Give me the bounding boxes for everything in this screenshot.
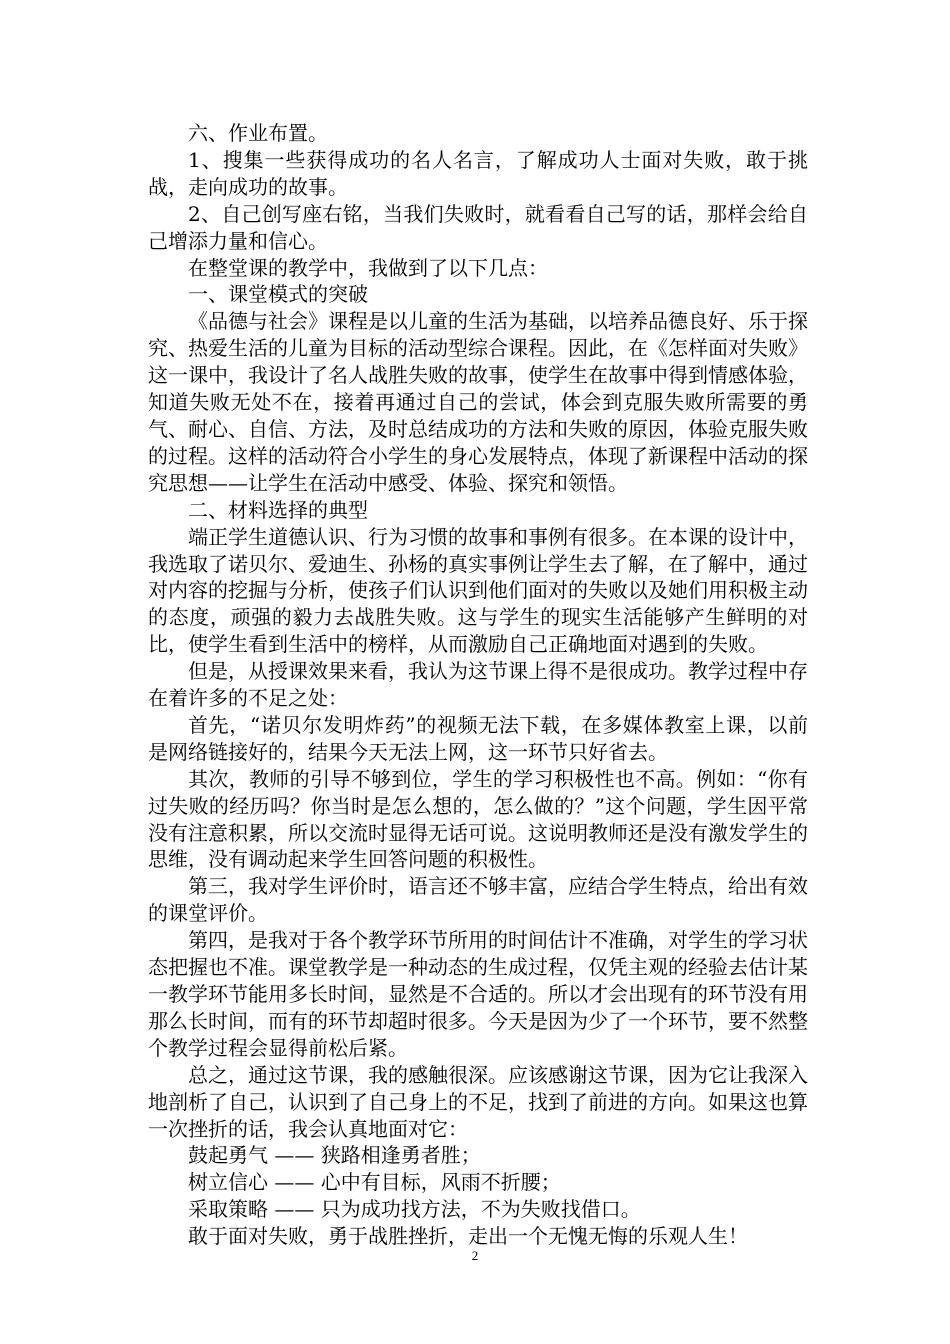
motto-courage: 鼓起勇气 —— 狭路相逢勇者胜； <box>188 1143 481 1168</box>
breakthrough-paragraph: 《品德与社会》课程是以儿童的生活为基础，以培养品德良好、乐于探究、热爱生活的儿童为目标的活动型综合课程。因此，在《怎样面对失败》这一课中，我设计了名人战胜失败的故事，使学生在故事中得到情感体验，知道失败无处不在，接着再通过自己的尝试，体会到克服失败所需要的勇气、耐心、自信、方法，及时总结成功的方法和失败的原因，体验克服失败的过程。这样的活动符合小学生的身心发展特点，体现了新课程中活动的探究思想——让学生在活动中感受、体验、探究和领悟。 <box>148 309 808 495</box>
homework-item-2: 2、自己创写座右铭，当我们失败时，就看看自己写的话，那样会给自己增添力量和信心。 <box>148 201 808 253</box>
section-heading-materials: 二、材料选择的典型 <box>188 497 368 522</box>
reflection-intro: 在整堂课的教学中，我做到了以下几点： <box>188 255 548 280</box>
materials-paragraph: 端正学生道德认识、行为习惯的故事和事例有很多。在本课的设计中，我选取了诺贝尔、爱迪生、孙杨的真实事例让学生去了解，在了解中，通过对内容的挖掘与分析，使孩子们认识到他们面对的失败以及她们用积极主动的态度，顽强的毅力去战胜失败。这与学生的现实生活能够产生鲜明的对比，使学生看到生活中的榜样，从而激励自己正确地面对遇到的失败。 <box>148 524 808 657</box>
shortcoming-second: 其次，教师的引导不够到位，学生的学习积极性也不高。例如：“你有过失败的经历吗？你当时是怎么想的，怎么做的？”这个问题，学生因平常没有注意积累，所以交流时显得无话可说。这说明教师还是没有激发学生的思维，没有调动起来学生回答问题的积极性。 <box>148 766 808 872</box>
shortcomings-intro: 但是，从授课效果来看，我认为这节课上得不是很成功。教学过程中存在着许多的不足之处： <box>148 659 808 711</box>
conclusion-paragraph: 总之，通过这节课，我的感触很深。应该感谢这节课，因为它让我深入地剖析了自己，认识到了自己身上的不足，找到了前进的方向。如果这也算一次挫折的话，我会认真地面对它： <box>148 1062 808 1141</box>
shortcoming-fourth: 第四，是我对于各个教学环节所用的时间估计不准确，对学生的学习状态把握也不准。课堂教学是一种动态的生成过程，仅凭主观的经验去估计某一教学环节能用多长时间，显然是不合适的。所以才会出现有的环节没有用那么长时间，而有的环节却超时很多。今天是因为少了一个环节，要不然整个教学过程会显得前松后紧。 <box>148 928 808 1060</box>
motto-confidence: 树立信心 —— 心中有目标，风雨不折腰； <box>188 1170 561 1195</box>
motto-strategy: 采取策略 —— 只为成功找方法，不为失败找借口。 <box>188 1197 641 1222</box>
shortcoming-first: 首先，“诺贝尔发明炸药”的视频无法下载，在多媒体教室上课，以前是网络链接好的，结果今天无法上网，这一环节只好省去。 <box>148 712 808 764</box>
page-number: 2 <box>471 1248 479 1263</box>
document-body <box>148 120 808 1250</box>
homework-item-1: 1、搜集一些获得成功的名人名言，了解成功人士面对失败，敢于挑战，走向成功的故事。 <box>148 147 808 199</box>
closing-line: 敢于面对失败，勇于战胜挫折，走出一个无愧无悔的乐观人生！ <box>188 1224 748 1249</box>
shortcoming-third: 第三，我对学生评价时，语言还不够丰富，应结合学生特点，给出有效的课堂评价。 <box>148 874 808 926</box>
section-heading-breakthrough: 一、课堂模式的突破 <box>188 282 368 307</box>
section-heading-homework: 六、作业布置。 <box>188 121 328 145</box>
